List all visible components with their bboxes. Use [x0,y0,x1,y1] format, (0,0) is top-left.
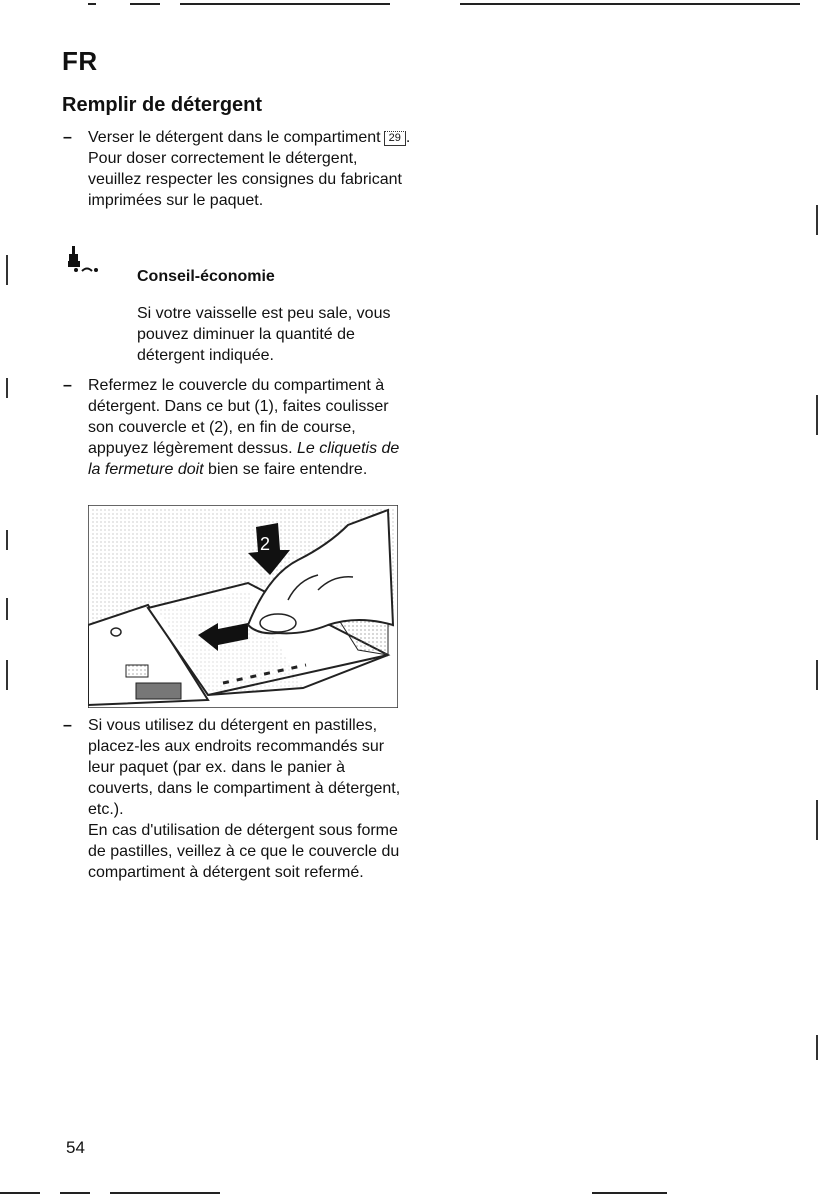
bullet-dash: – [63,129,72,146]
top-rule-4 [460,3,800,5]
instruction-item-3 [63,715,413,883]
instruction-text: Verser le détergent dans le compartiment 29 . [88,129,411,146]
language-code: FR [62,46,98,76]
economy-tip-icon [62,244,110,280]
instruction-text: En cas d'utilisation de détergent sous forme de pastilles, veillez à ce que le couvercle du compartiment à détergent soit refermé. [88,822,400,881]
bullet-dash: – [63,377,72,394]
margin-mark [6,255,8,285]
bottom-rule-3 [110,1192,220,1194]
bottom-rule-4 [592,1192,667,1194]
margin-mark [6,598,8,620]
instruction-tail-text: bien se faire entendre. [203,461,368,478]
margin-mark [6,530,8,550]
detergent-lid-closing-illustration [88,505,398,708]
instruction-main-text: Refermez le couvercle du compartiment à détergent. Dans ce but (1), faites coulisser son couvercle et (2), en fin de course, appuyez légèrement dessus. [88,377,389,457]
page-number: 54 [66,1138,85,1157]
instruction-item-1 [63,127,413,211]
instruction-text: Pour doser correctement le détergent, veuillez respecter les consignes du fabricant imprimées sur le paquet. [88,150,402,209]
compartment-reference: 29 [384,131,406,146]
top-rule-1 [88,3,96,5]
margin-mark [6,660,8,690]
instruction-text: Si vous utilisez du détergent en pastilles, placez-les aux endroits recommandés sur leur paquet (par ex. dans le panier à couverts, dans le compartiment à détergent, etc.). [88,717,401,818]
instruction-text [88,375,413,480]
bottom-rule-1 [0,1192,40,1194]
instruction-item-2 [63,375,413,480]
top-rule-2 [130,3,160,5]
top-rule-3 [180,3,390,5]
step-number-label: 2 [260,534,271,554]
section-title: Remplir de détergent [62,94,263,116]
margin-mark [6,378,8,398]
tip-body: Si votre vaisselle est peu sale, vous pouvez diminuer la quantité de détergent indiquée. [137,305,391,364]
tip-title: Conseil-économie [137,268,275,285]
bottom-rule-2 [60,1192,90,1194]
bullet-dash: – [63,717,72,734]
instruction-line: Verser le détergent dans le compartiment [88,129,381,146]
instruction-italic-text: Le cliquetis de la fermeture doit [88,440,400,478]
